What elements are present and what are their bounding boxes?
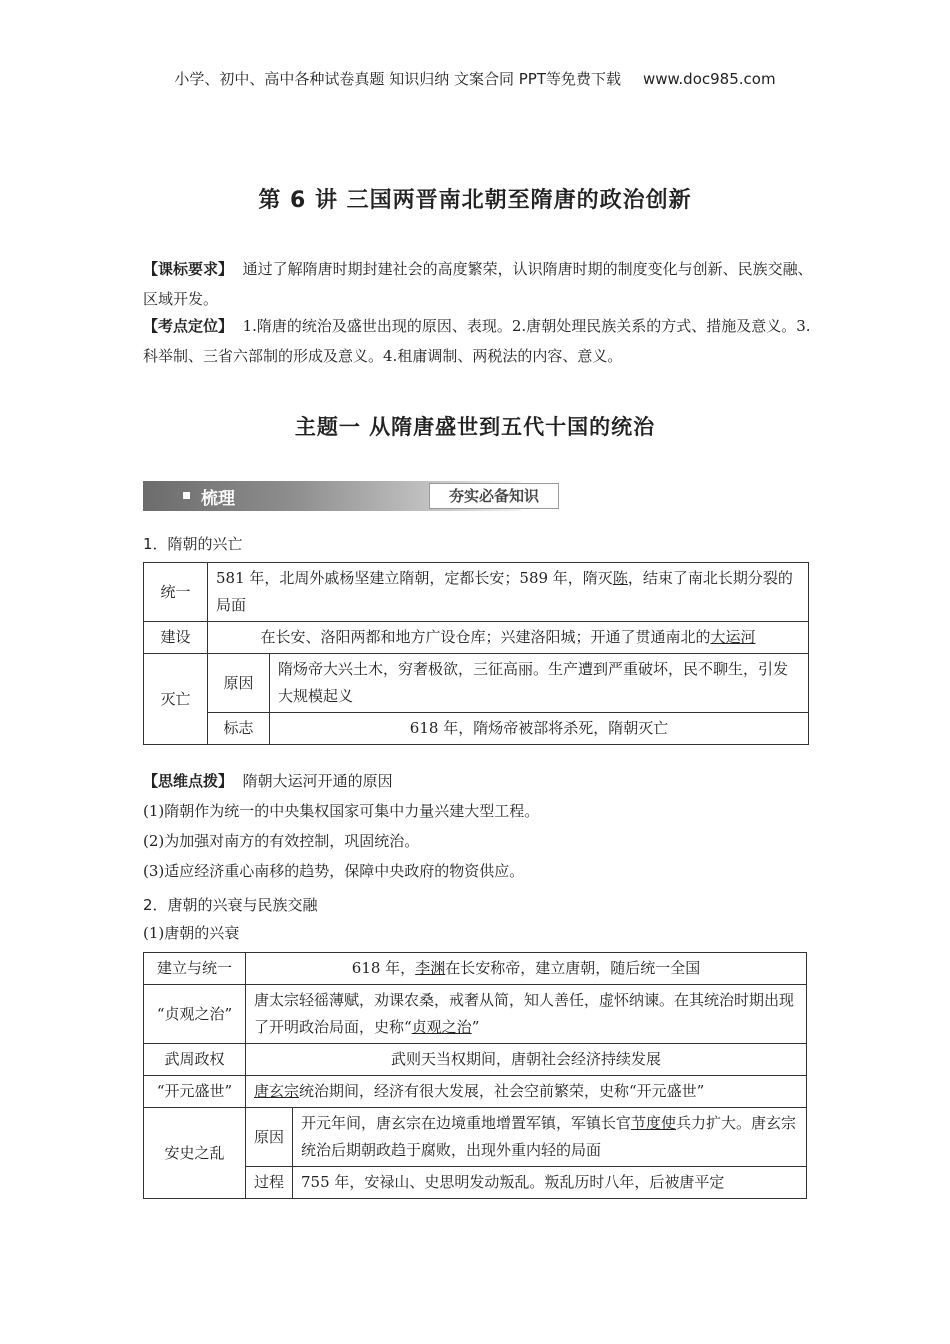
key-term: 节度使 [631,1114,677,1132]
row-content: 581 年，北周外戚杨坚建立隋朝，定都长安；589 年，隋灭陈，结束了南北长期分裂的局面 [208,563,809,622]
sub-label: 原因 [246,1108,293,1167]
key-term: 李渊 [415,959,446,977]
exam-points-text: 1.隋唐的统治及盛世出现的原因、表现。2.唐朝处理民族关系的方式、措施及意义。3.科举制、三省六部制的形成及意义。4.租庸调制、两税法的内容、意义。 [143,317,811,365]
table-row [144,985,807,1044]
header-site: www.doc985.com [642,70,776,88]
page-title: 第 6 讲 三国两晋南北朝至隋唐的政治创新 [258,188,692,213]
row-label: “开元盛世” [144,1076,246,1108]
row-content: 隋炀帝大兴土木，穷奢极欲，三征高丽。生产遭到严重破坏，民不聊生，引发大规模起义 [270,654,809,713]
exam-points-label: 【考点定位】 [143,317,234,335]
row-content: 在长安、洛阳两都和地方广设仓库；兴建洛阳城；开通了贯通南北的大运河 [208,622,809,654]
row-label: 武周政权 [144,1044,246,1076]
table-row [144,563,809,622]
row-content: 唐玄宗统治期间，经济有很大发展，社会空前繁荣，史称“开元盛世” [246,1076,807,1108]
topic-title: 主题一 从隋唐盛世到五代十国的统治 [294,415,656,439]
table-row [144,654,809,713]
banner-square-icon [183,492,190,499]
row-label: 建设 [144,622,208,654]
table-row [144,713,809,745]
row-label: 建立与统一 [144,953,246,985]
row-content: 618 年，隋炀帝被部将杀死，隋朝灭亡 [270,713,809,745]
row-content: 755 年，安禄山、史思明发动叛乱。叛乱历时八年，后被唐平定 [293,1167,807,1199]
section-banner [143,481,539,511]
row-content: 唐太宗轻徭薄赋，劝课农桑，戒奢从简，知人善任，虚怀纳谏。在其统治时期出现了开明政治局面，史称“贞观之治” [246,985,807,1044]
banner-sub: 夯实必备知识 [429,483,559,509]
thinking-label: 【思维点拨】 [143,772,234,790]
sui-table [143,562,809,745]
section2-sub: (1)唐朝的兴衰 [143,924,240,942]
key-term: 唐玄宗 [254,1082,300,1100]
list-item: (3)适应经济重心南移的趋势，保障中央政府的物资供应。 [143,862,525,880]
sub-label: 原因 [208,654,270,713]
row-label: 统一 [144,563,208,622]
key-term: 陈 [612,569,628,587]
sub-label: 过程 [246,1167,293,1199]
table-row [144,1044,807,1076]
sub-label: 标志 [208,713,270,745]
row-label: “贞观之治” [144,985,246,1044]
key-term: 贞观之治 [411,1018,472,1036]
section2-title: 2．唐朝的兴衰与民族交融 [143,896,318,914]
table-row [144,953,807,985]
banner-label: 梳理 [201,489,235,509]
list-item: (2)为加强对南方的有效控制，巩固统治。 [143,832,420,850]
table-row [144,1108,807,1167]
tang-table [143,952,807,1199]
row-content: 618 年，李渊在长安称帝，建立唐朝，随后统一全国 [246,953,807,985]
row-label: 安史之乱 [144,1108,246,1199]
row-content: 开元年间，唐玄宗在边境重地增置军镇，军镇长官节度使兵力扩大。唐玄宗统治后期朝政趋于腐败，出现外重内轻的局面 [293,1108,807,1167]
table-row [144,1076,807,1108]
exam-points-paragraph [143,311,813,371]
row-content: 武则天当权期间，唐朝社会经济持续发展 [246,1044,807,1076]
header-text: 小学、初中、高中各种试卷真题 知识归纳 文案合同 PPT等免费下载 [174,70,621,88]
table-row [144,622,809,654]
key-term: 大运河 [710,628,756,646]
thinking-heading [143,766,393,796]
page-header [0,68,950,89]
list-item: (1)隋朝作为统一的中央集权国家可集中力量兴建大型工程。 [143,802,540,820]
row-label: 灭亡 [144,654,208,745]
requirements-paragraph [143,254,813,314]
section1-title: 1．隋朝的兴亡 [143,535,243,553]
requirements-label: 【课标要求】 [143,260,234,278]
thinking-title: 隋朝大运河开通的原因 [242,772,393,790]
requirements-text: 通过了解隋唐时期封建社会的高度繁荣，认识隋唐时期的制度变化与创新、民族交融、区域开发。 [143,260,813,308]
